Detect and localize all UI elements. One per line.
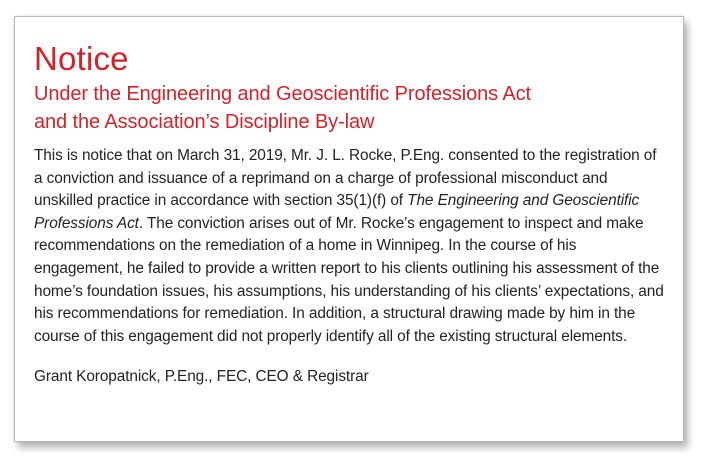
act-name: The Engineering and Geoscientific Professions Act	[34, 192, 640, 232]
notice-subtitle	[34, 80, 665, 136]
subtitle-line-1: Under the Engineering and Geoscientific Professions Act	[34, 83, 532, 105]
notice-body	[34, 145, 665, 348]
body-text-part-2: . The conviction arises out of Mr. Rocke’s engagement to inspect and make recommendations on the remediation of a home in Winnipeg. In the course of his engagement, he failed to provide a written report to his clients outlining his assessment of the home’s foundation issues, his assumptions, his understanding of his clients’ expectations, and his recommendations for remediation. In addition, a structural drawing made by him in the course of this engagement did not properly identify all of the existing structural elements.	[34, 214, 664, 345]
signature: Grant Koropatnick, P.Eng., FEC, CEO & Registrar	[34, 368, 369, 386]
subtitle-line-2: and the Association’s Discipline By-law	[34, 111, 375, 133]
notice-box	[14, 16, 684, 442]
notice-title: Notice	[34, 40, 129, 77]
body-text-part-1: This is notice that on March 31, 2019, Mr. J. L. Rocke, P.Eng. consented to the registration of a conviction and issuance of a reprimand on a charge of professional misconduct and unskilled practice in accordance with section 35(1)(f) of	[34, 147, 657, 210]
